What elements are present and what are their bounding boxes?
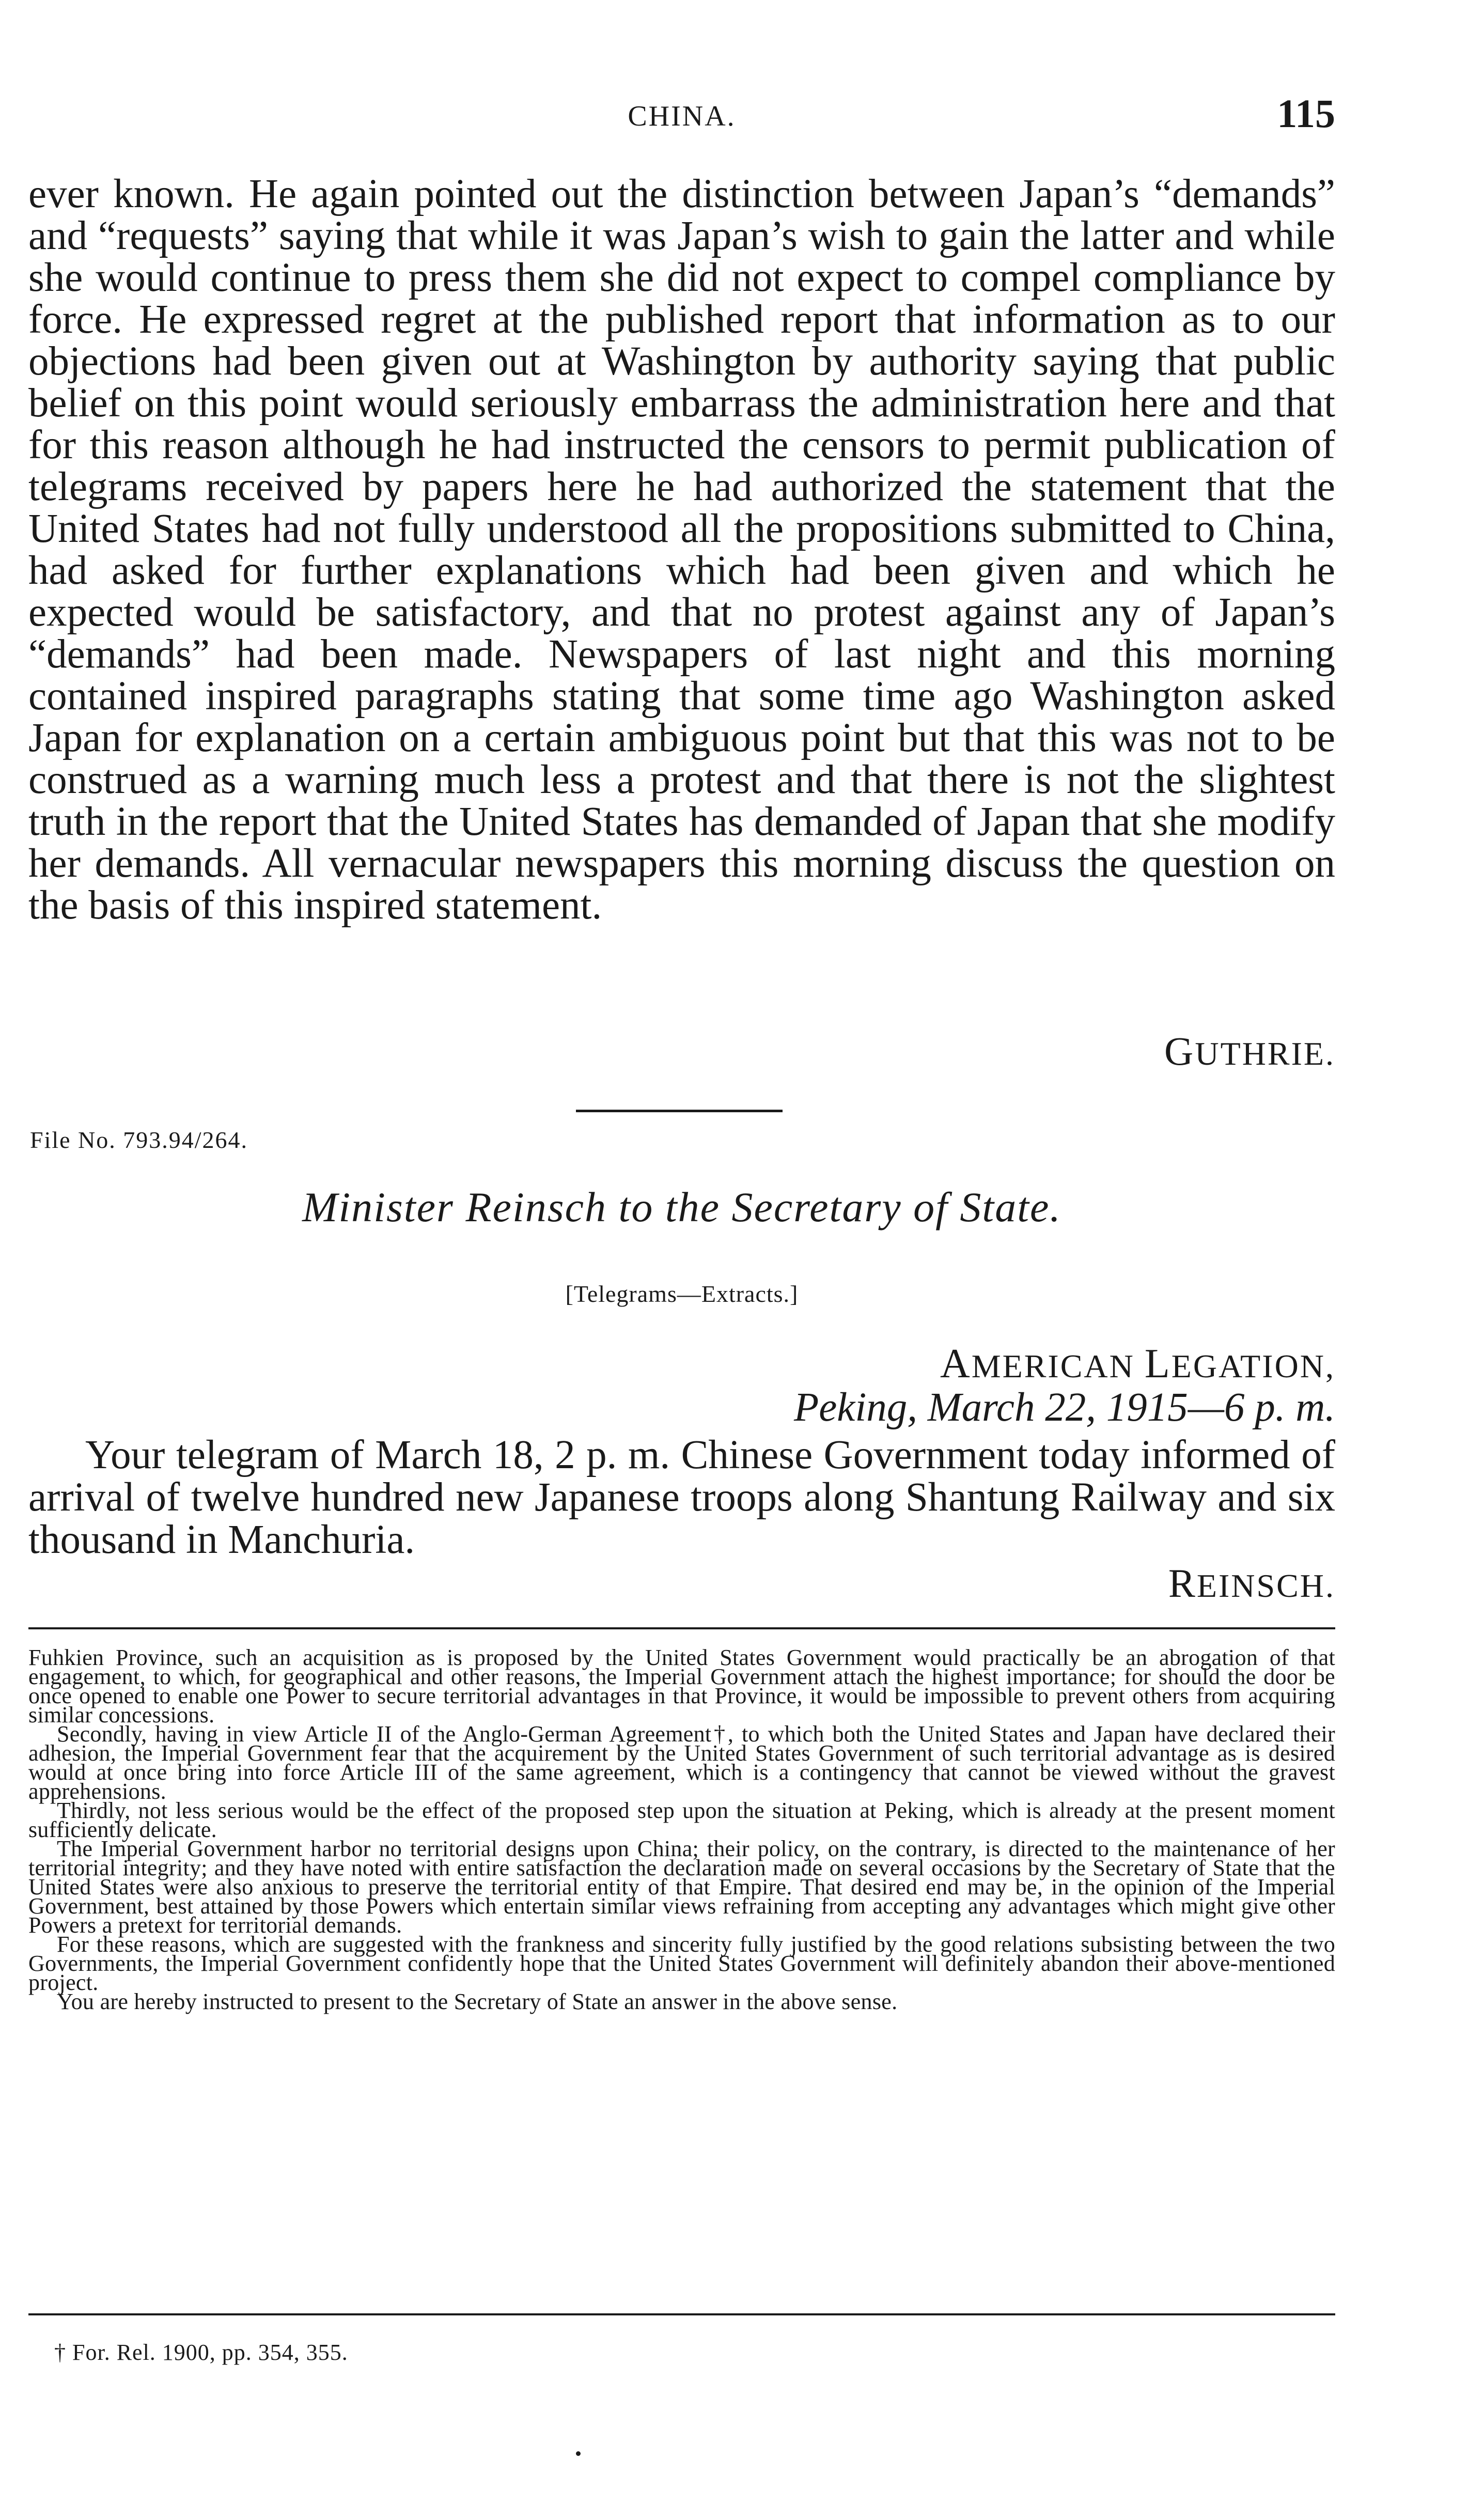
dagger-divider [28, 2313, 1335, 2315]
telegram-text: Your telegram of March 18, 2 p. m. Chinese Government today informed of arrival of twelve hundred new Japanese troops along Shantung Railway and six thousand in Manchuria. [28, 1433, 1335, 1562]
dateline: Peking, March 22, 1915—6 p. m. [793, 1385, 1335, 1430]
main-paragraph: ever known. He again pointed out the distinction between Japan’s “demands” and “requests” saying that while it was Japan’s wish to gain the latter and while she would continue to press them she did not expect to compel compliance by force. He expressed regret at the published report that information as to our objections had been given out at Washington by authority saying that public belief on this point would seriously embarrass the administration here and that for this reason although he had instructed the censors to permit publication of telegrams received by papers here he had authorized the statement that the United States had not fully understood all the propositions submitted to China, had asked for further explanations which had been given and which he expected would be satisfactory, and that no protest against any of Japan’s “demands” had been made. Newspapers of last night and this morning contained inspired paragraphs stating that some time ago Washington asked Japan for explanation on a certain ambiguous point but that this was not to be construed as a warning much less a protest and that there is not the slightest truth in the report that the United States has demanded of Japan that she modify her demands. All vernacular newspapers this morning discuss the question on the basis of this inspired statement. [28, 172, 1335, 928]
signature-guthrie [1164, 1028, 1335, 1075]
running-head [28, 90, 1335, 137]
page-mark [576, 2451, 581, 2456]
signature-reinsch [1168, 1560, 1335, 1607]
footnote-paragraph: Thirdly, not less serious would be the effect of the proposed step upon the situation at Peking, which is already at the present moment sufficiently delicate. [28, 1798, 1335, 1842]
telegram-body [28, 1434, 1335, 1561]
signature-rest: EINSCH. [1196, 1567, 1335, 1604]
footnote-paragraph: Secondly, having in view Article II of the Anglo-German Agreement†, to which both the United States and Japan have declared their adhesion, the Imperial Government fear that the acquirement by the United States Government of such territorial advantage as is desired would at once bring into force Article III of the same agreement, which is a contingency that cannot be viewed without the gravest apprehensions. [28, 1721, 1335, 1804]
running-title: CHINA. [628, 100, 736, 132]
legation-initial-l: L [1144, 1341, 1171, 1387]
footnote-block [28, 1645, 1335, 2014]
footnote-paragraph: The Imperial Government harbor no territorial designs upon China; their policy, on the contrary, is directed to the maintenance of her territorial integrity; and they have noted with entire satisfaction the declaration made on several occasions by the Secretary of State that the United States were also anxious to preserve the territorial entity of that Empire. That desired end may be, in the opinion of the Imperial Government, best attained by those Powers which entertain similar views refraining from accepting any advantages which might give other Powers a pretext for territorial demands. [28, 1836, 1335, 1938]
document-heading: Minister Reinsch to the Secretary of State. [302, 1184, 1061, 1231]
footnote-paragraph: For these reasons, which are suggested with the frankness and sincerity fully justified by the good relations subsisting between the two Governments, the Imperial Government confidently hope that the United States Government will definitely abandon their above-mentioned project. [28, 1932, 1335, 1995]
signature-rest: UTHRIE. [1195, 1035, 1335, 1072]
legation-mid: MERICAN [971, 1348, 1145, 1384]
footnote-paragraph: You are hereby instructed to present to the Secretary of State an answer in the above sense. [57, 1989, 898, 2014]
legation-rest: EGATION, [1171, 1348, 1335, 1384]
page-number: 115 [1277, 91, 1335, 136]
signature-initial: R [1168, 1561, 1197, 1606]
signature-initial: G [1164, 1029, 1195, 1073]
file-number: File No. 793.94/264. [30, 1127, 248, 1153]
section-divider [576, 1110, 783, 1112]
telegram-note: [Telegrams—Extracts.] [565, 1281, 799, 1307]
dagger-footnote: † For. Rel. 1900, pp. 354, 355. [54, 2340, 348, 2365]
footnote-divider [28, 1627, 1335, 1629]
footnote-paragraph: Fuhkien Province, such an acquisition as is proposed by the United States Government would practically be an abrogation of that engagement, to which, for geographical and other reasons, the Imperial Government attach the highest importance; for should the door be once opened to enable one Power to secure territorial advantages in that Province, it would be impossible to prevent others from acquiring similar concessions. [28, 1645, 1335, 1728]
legation-line [940, 1341, 1335, 1388]
legation-initial-a: A [940, 1341, 972, 1387]
